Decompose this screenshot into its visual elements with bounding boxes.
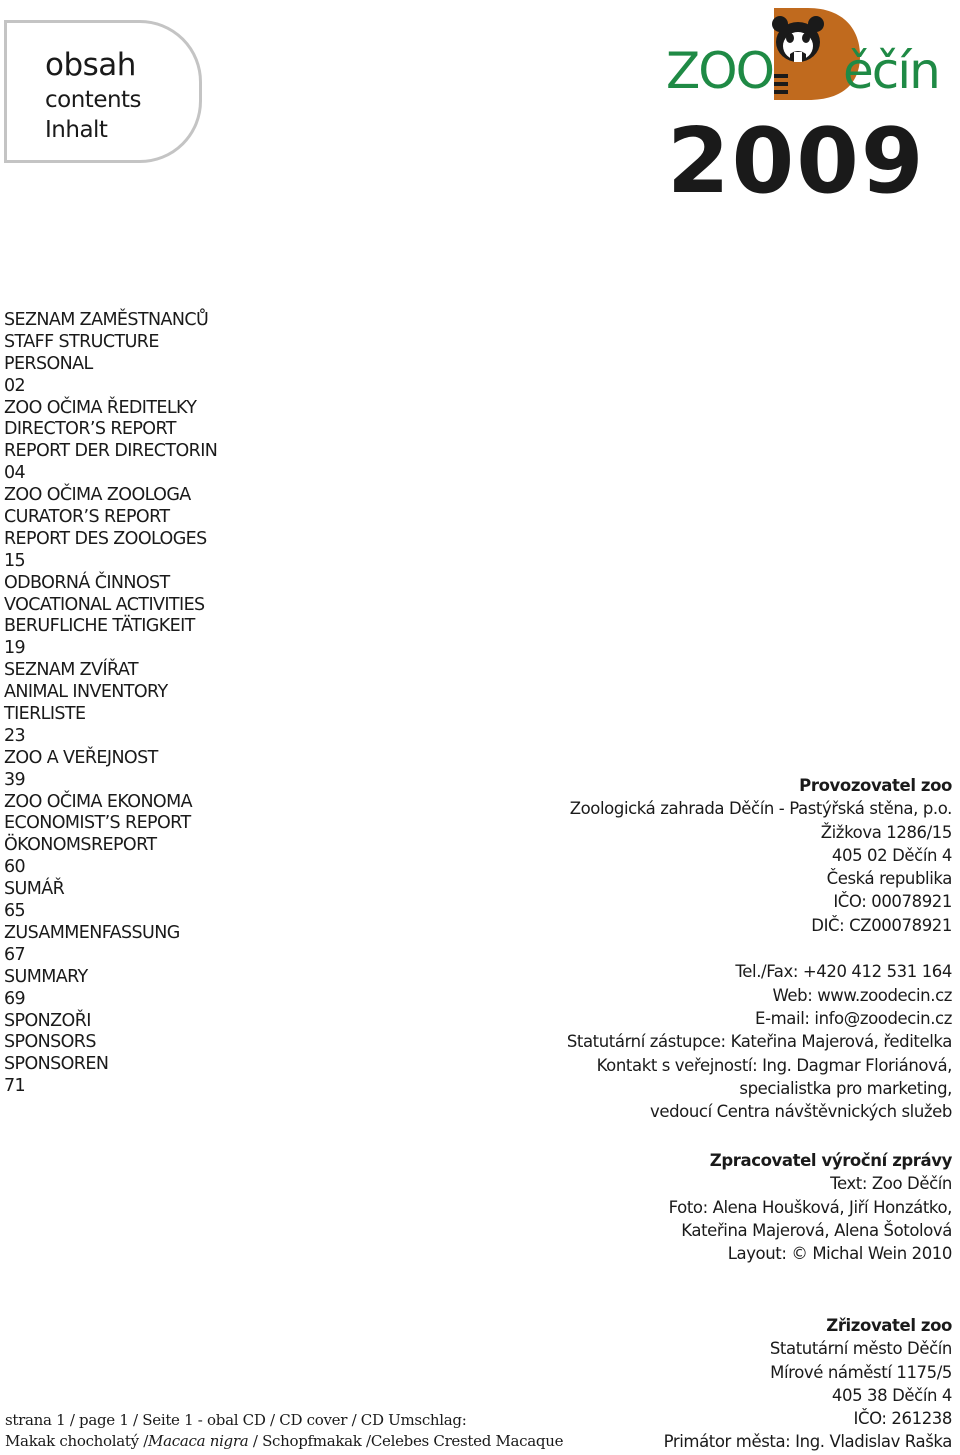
report-year: 2009 <box>667 109 926 214</box>
founder-line: Primátor města: Ing. Vladislav Raška <box>663 1432 952 1452</box>
compiler-line: Layout: © Michal Wein 2010 <box>727 1244 952 1264</box>
founder-line: IČO: 261238 <box>853 1409 952 1429</box>
operator-address-line: Žižkova 1286/15 <box>820 822 952 842</box>
cover-caption <box>5 1410 563 1452</box>
toc-entry: SPONSORS <box>4 1032 96 1053</box>
toc-entry: ZOO A VEŘEJNOST <box>4 747 158 768</box>
toc-entry: 69 <box>4 988 26 1009</box>
toc-entry: PERSONAL <box>4 353 93 374</box>
toc-entry: ECONOMIST’S REPORT <box>4 813 191 834</box>
caption-common-name: Makak chocholatý / <box>5 1432 149 1450</box>
toc-entry: BERUFLICHE TÄTIGKEIT <box>4 616 195 637</box>
toc-entry: REPORT DER DIRECTORIN <box>4 441 218 462</box>
founder-line: Mírové náměstí 1175/5 <box>770 1362 952 1382</box>
toc-entry: CURATOR’S REPORT <box>4 507 170 528</box>
operator-address-line: IČO: 00078921 <box>833 892 952 912</box>
toc-entry: 60 <box>4 857 26 878</box>
toc-entry: 71 <box>4 1076 26 1097</box>
founder-info <box>532 1314 952 1454</box>
toc-entry: ÖKONOMSREPORT <box>4 835 157 856</box>
toc-entry: REPORT DES ZOOLOGES <box>4 528 207 549</box>
table-of-contents <box>4 310 217 1098</box>
contents-title-tab <box>4 20 202 163</box>
founder-line: Statutární město Děčín <box>769 1339 952 1359</box>
toc-entry: ZUSAMMENFASSUNG <box>4 922 180 943</box>
caption-line-2 <box>5 1431 563 1452</box>
operator-contact-line: vedoucí Centra návštěvnických služeb <box>649 1102 952 1122</box>
caption-latin-name: Macaca nigra <box>148 1432 249 1450</box>
toc-entry: 39 <box>4 769 26 790</box>
operator-contact-line: Statutární zástupce: Kateřina Majerová, ředitelka <box>566 1032 952 1052</box>
title-english: contents <box>45 87 142 113</box>
toc-entry: 67 <box>4 944 26 965</box>
toc-entry: SUMMARY <box>4 966 88 987</box>
toc-entry: 15 <box>4 550 26 571</box>
caption-other-names: / Schopfmakak /Celebes Crested Macaque <box>248 1432 564 1450</box>
operator-address-line: Česká republika <box>826 869 952 889</box>
title-german: Inhalt <box>45 117 108 143</box>
toc-entry: ZOO OČIMA EKONOMA <box>4 791 192 812</box>
logo-decin-text: ěčín <box>843 42 939 100</box>
toc-entry: SPONSOREN <box>4 1054 109 1075</box>
toc-entry: 23 <box>4 725 26 746</box>
operator-contact-line: specialistka pro marketing, <box>739 1078 952 1098</box>
title-czech: obsah <box>45 47 136 83</box>
toc-entry: SEZNAM ZVÍŘAT <box>4 660 138 681</box>
toc-entry: SEZNAM ZAMĚSTNANCŮ <box>4 310 209 330</box>
toc-entry: 65 <box>4 901 26 922</box>
toc-entry: ZOO OČIMA ŘEDITELKY <box>4 397 197 418</box>
logo-zoo-text: ZOO <box>666 42 773 100</box>
operator-info <box>532 774 952 1123</box>
compiler-info <box>532 1149 952 1265</box>
toc-entry: VOCATIONAL ACTIVITIES <box>4 594 205 615</box>
compiler-line: Text: Zoo Děčín <box>830 1174 952 1194</box>
operator-address-line: DIČ: CZ00078921 <box>811 915 952 935</box>
operator-contact-line: Kontakt s veřejností: Ing. Dagmar Floriánová, <box>596 1055 952 1075</box>
zoo-decin-logo <box>660 0 960 110</box>
compiler-heading: Zpracovatel výroční zprávy <box>709 1151 952 1170</box>
compiler-line: Kateřina Majerová, Alena Šotolová <box>681 1220 952 1240</box>
toc-entry: DIRECTOR’S REPORT <box>4 419 176 440</box>
toc-entry: SPONZOŘI <box>4 1010 91 1031</box>
toc-entry: 04 <box>4 463 26 484</box>
toc-entry: STAFF STRUCTURE <box>4 331 159 352</box>
toc-entry: ODBORNÁ ČINNOST <box>4 572 170 593</box>
toc-entry: ZOO OČIMA ZOOLOGA <box>4 485 191 506</box>
operator-address-line: Zoologická zahrada Děčín - Pastýřská stěna, p.o. <box>569 799 952 819</box>
toc-entry: TIERLISTE <box>4 704 86 725</box>
founder-line: 405 38 Děčín 4 <box>831 1385 952 1405</box>
toc-entry: 19 <box>4 638 26 659</box>
toc-entry: 02 <box>4 375 26 396</box>
operator-heading: Provozovatel zoo <box>799 776 952 795</box>
compiler-line: Foto: Alena Houšková, Jiří Honzátko, <box>668 1197 952 1217</box>
caption-line-1: strana 1 / page 1 / Seite 1 - obal CD / CD cover / CD Umschlag: <box>5 1411 467 1429</box>
toc-entry: SUMÁŘ <box>4 879 65 900</box>
founder-heading: Zřizovatel zoo <box>826 1316 952 1335</box>
operator-contact-line: Web: www.zoodecin.cz <box>772 985 952 1005</box>
operator-contact-line: Tel./Fax: +420 412 531 164 <box>735 962 952 982</box>
operator-contact-line: E-mail: info@zoodecin.cz <box>755 1008 952 1028</box>
operator-address-line: 405 02 Děčín 4 <box>831 845 952 865</box>
toc-entry: ANIMAL INVENTORY <box>4 682 168 703</box>
